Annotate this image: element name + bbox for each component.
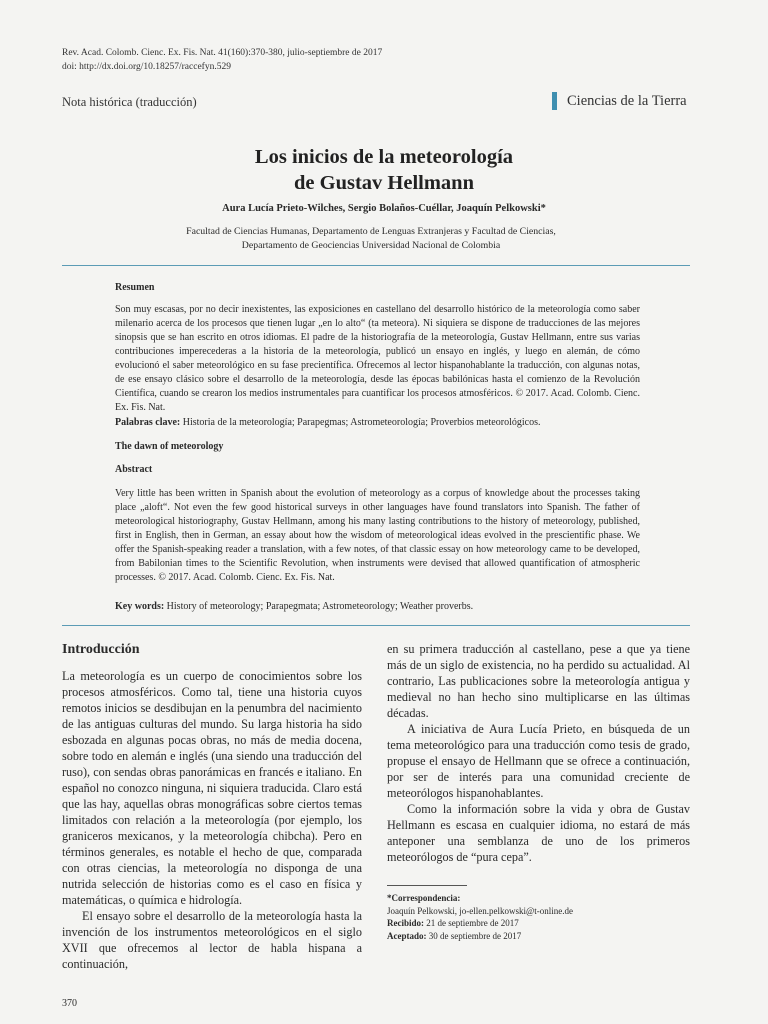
- header-divider: [62, 265, 690, 266]
- affiliation-line-1: Facultad de Ciencias Humanas, Departamento de Lenguas Extranjeras y Facultad de Ciencias,: [186, 226, 556, 237]
- title-line-2: de Gustav Hellmann: [294, 172, 474, 194]
- keywords-label-en: Key words:: [115, 601, 165, 612]
- title-line-1: Los inicios de la meteorología: [254, 146, 514, 168]
- resumen-keywords: [115, 416, 640, 430]
- received-label: Recibido:: [387, 918, 424, 928]
- correspondence-label: *Correspondencia:: [387, 893, 461, 903]
- accepted-label: Aceptado:: [387, 930, 427, 941]
- doi-link[interactable]: doi: http://dx.doi.org/10.18257/raccefyn.529: [62, 62, 231, 72]
- keywords-label: Palabras clave:: [115, 417, 181, 428]
- left-paragraph-1: La meteorología es un cuerpo de conocimientos sobre los procesos atmosféricos. Como tal, tiene una historia cuyos remotos inicios se desdibujan en la penumbra del nacimiento de las antiguas culturas del mundo. Su larga historia ha sido esbozada en algunas pocas obras, no más de media docena, sobre todo en alemán e inglés (una siendo una traducción del ruso), con sendas obras panorámicas en francés e italiano. En español no conozco ninguna, ni siquiera traducida. Claro está que las hay, aquellas obras monográficas sobre ciertos temas limitados con relación a la meteorología (por ejemplo, los graniceros mexicanos, y la meteorología chibcha). Pero en términos generales, es notable el hecho de que, comparada con otras ciencias, la meteorología no disponga de una nutrida selección de historias como es el caso en física y matemáticas, o química e hidrología.: [62, 669, 362, 907]
- right-paragraph-1: en su primera traducción al castellano, pese a que ya tiene más de un siglo de existencia, no ha perdido su actualidad. Al contrario, Las publicaciones sobre la meteorología antigua y medieval no han hecho sino multiplicarse en las últimas décadas.: [387, 642, 690, 720]
- resumen-heading: Resumen: [115, 282, 155, 293]
- authors: Aura Lucía Prieto-Wilches, Sergio Bolaños-Cuéllar, Joaquín Pelkowski*: [222, 203, 546, 214]
- left-column: [62, 668, 362, 972]
- right-column: [387, 641, 690, 865]
- footnote-divider: [387, 885, 467, 886]
- section-tag: Ciencias de la Tierra: [552, 92, 687, 110]
- correspondence-contact[interactable]: Joaquín Pelkowski, jo-ellen.pelkowski@t-online.de: [387, 905, 574, 916]
- abstract-text: Very little has been written in Spanish about the evolution of meteorology as a corpus of knowledge about the processes taking place „aloft“. Not even the few good historical surveys in other languages have found translators into Spanish. The father of meteorological historiography, Gustav Hellmann, among his many lasting contributions to the history of meteorology, published, first in English, then in German, an essay about how the wisdom of meteorological ideas evolved in the prescientific phase. We offer the Spanish-speaking reader a translation, with a few notes, of that classic essay on how meteorology came to be developed, from Babilonian times to the Scientific Revolution, when instruments were devised that allowed quantification of atmospheric processes. © 2017. Acad. Colomb. Cienc. Ex. Fis. Nat.: [115, 488, 640, 583]
- abstract-keywords: [115, 600, 640, 614]
- correspondence-footnote: [387, 892, 573, 942]
- english-title: The dawn of meteorology: [115, 441, 224, 452]
- left-paragraph-2: El ensayo sobre el desarrollo de la meteorología hasta la invención de los instrumentos meteorológicos en el siglo XVII que ofrecemos al lector de habla hispana a continuación,: [62, 909, 362, 971]
- section-type: Nota histórica (traducción): [62, 95, 197, 109]
- affiliation-line-2: Departamento de Geociencias Universidad Nacional de Colombia: [241, 240, 501, 251]
- intro-heading: Introducción: [62, 642, 140, 657]
- keywords-text-en: History of meteorology; Parapegmata; Astrometeorology; Weather proverbs.: [166, 601, 474, 612]
- citation-line-1: Rev. Acad. Colomb. Cienc. Ex. Fis. Nat. 41(160):370-380, julio-septiembre de 2017: [62, 48, 383, 58]
- abstract-divider: [62, 625, 690, 626]
- affiliation: [0, 225, 742, 253]
- abstract-heading: Abstract: [115, 464, 153, 475]
- keywords-text: Historia de la meteorología; Parapegmas; Astrometeorología; Proverbios meteorológicos.: [182, 417, 541, 428]
- right-paragraph-2: A iniciativa de Aura Lucía Prieto, en búsqueda de un tema meteorológico para una traducción como tesis de grado, propuse el ensayo de Hellmann que se ofrece a continuación, por ser de interés para una comunidad creciente de meteorólogos hispanohablantes.: [387, 722, 690, 800]
- journal-citation: [62, 46, 382, 74]
- received-date: 21 de septiembre de 2017: [426, 918, 519, 928]
- page-number: 370: [62, 998, 77, 1009]
- resumen-text: Son muy escasas, por no decir inexistentes, las exposiciones en castellano del desarrollo histórico de la meteorología como saber milenario acerca de los procesos que tienen lugar „en lo alto“ (ta meteora). Ni siquiera se dispone de traducciones de las mejores sinopsis que se han escrito en otros idiomas. El padre de la historiografía de la meteorología, Gustav Hellmann, entre sus varias contribuciones imperecederas a la historia de la meteorología, publicó un ensayo en inglés, y luego en alemán, de cómo evolucionó el saber meteorológico en su fase precientífica. Ofrecemos al lector hispanohablante la traducción, con algunas notas, de ese ensayo clásico sobre el desarrollo de la meteorología, desde las épocas babilónicas hasta el comienzo de la Revolución Científica, cuando se crearon los medios instrumentales para cuantificar los procesos atmosféricos. © 2017. Acad. Colomb. Cienc. Ex. Fis. Nat.: [115, 304, 640, 413]
- right-paragraph-3: Como la información sobre la vida y obra de Gustav Hellmann es escasa en cualquier idioma, no estará de más anteponer una semblanza de uno de los primeros meteorólogos de “pura cepa”.: [387, 802, 690, 864]
- article-title: [0, 144, 768, 196]
- accepted-date: 30 de septiembre de 2017: [428, 930, 522, 941]
